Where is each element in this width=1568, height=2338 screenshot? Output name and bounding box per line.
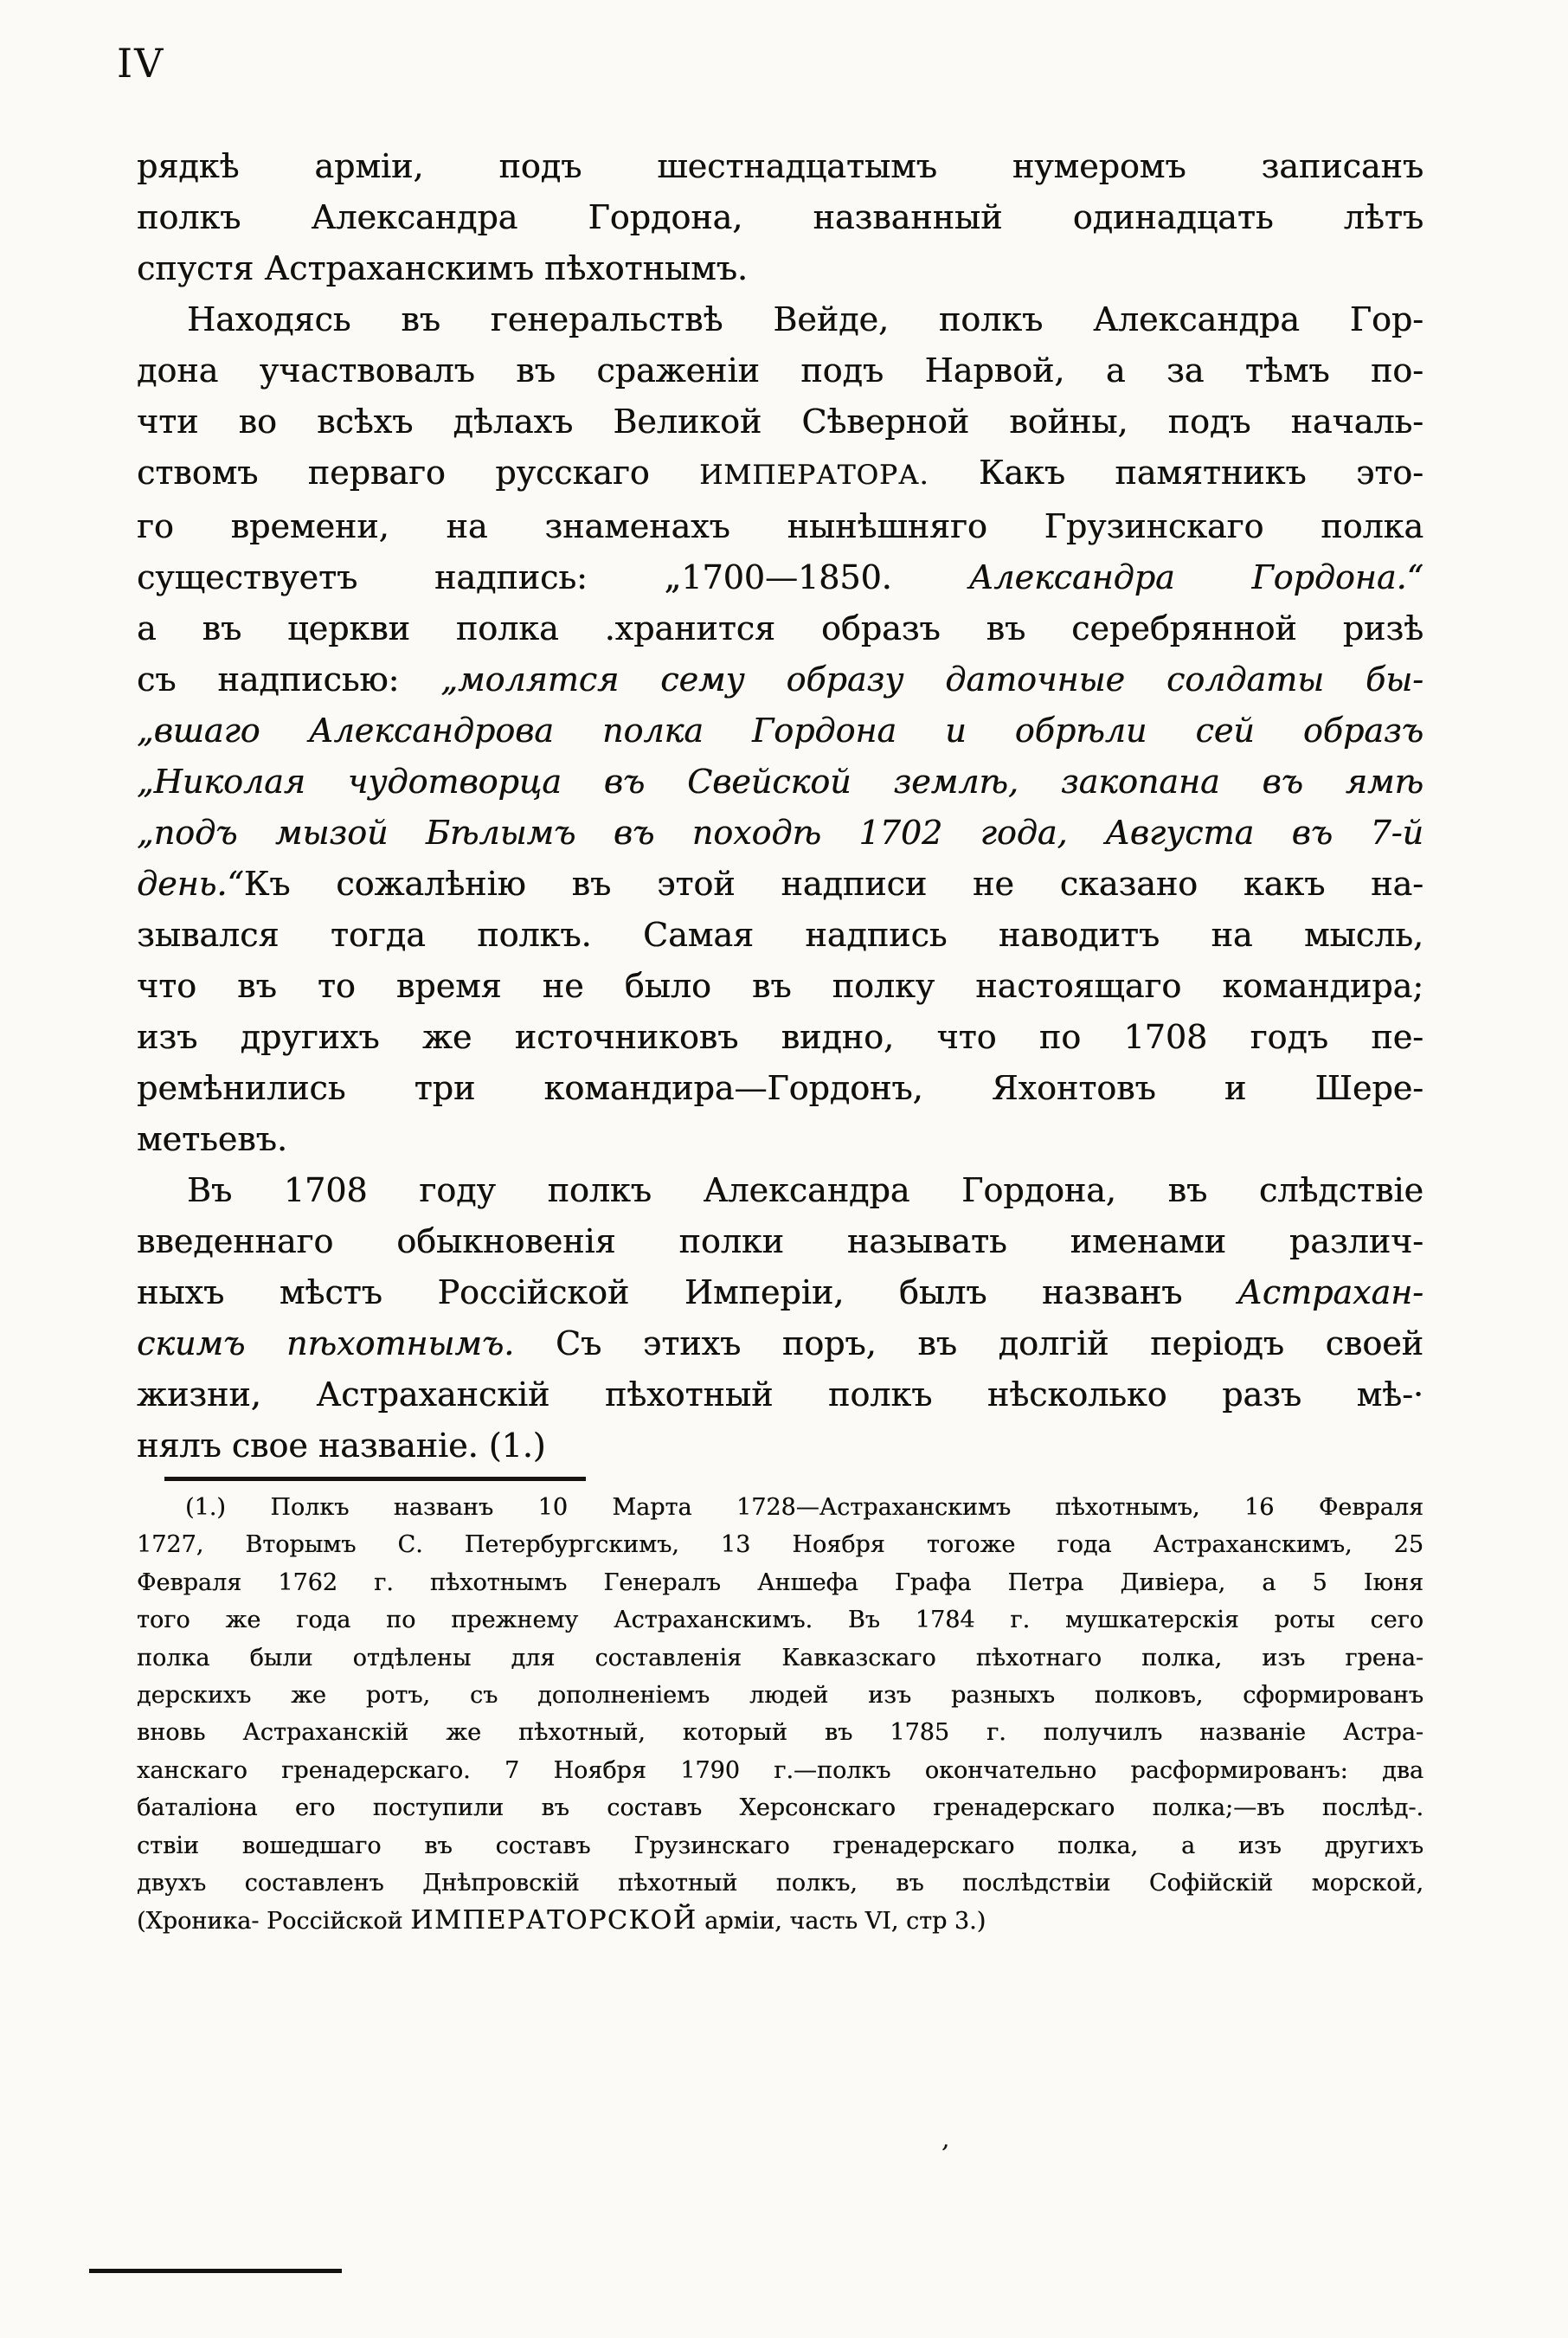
smallcaps-text: ИМПЕРАТОРСКОЙ <box>410 1905 697 1936</box>
footnote-line <box>137 1564 1423 1601</box>
ink-speck-mark: ’ <box>937 2139 950 2171</box>
italic-text: скимъ пѣхотнымъ. <box>137 1324 515 1362</box>
paragraph <box>137 294 1423 1165</box>
text-line <box>137 808 1423 859</box>
paragraph <box>137 1165 1423 1472</box>
italic-text: Александра Гордона.“ <box>968 558 1423 596</box>
text-line <box>137 1267 1423 1318</box>
body-text: полка были отдѣлены для составленія Кавказскаго пѣхотнаго полка, изъ грена- <box>137 1644 1423 1671</box>
body-text: ныхъ мѣстъ Россійской Имперіи, былъ названъ <box>137 1273 1237 1311</box>
body-text: а въ церкви полка .хранится образъ въ серебрянной ризѣ <box>137 609 1423 647</box>
body-text: Находясь въ генеральствѣ Вейде, полкъ Александра Гор- <box>187 300 1423 338</box>
body-text: 1727, Вторымъ С. Петербургскимъ, 13 Ноября тогоже года Астраханскимъ, 25 <box>137 1531 1423 1559</box>
body-text: нялъ свое названіе. (1.) <box>137 1427 546 1465</box>
footnote-line <box>137 1489 1423 1526</box>
body-text: баталіона его поступили въ составъ Херсонскаго гренадерскаго полка;—въ послѣд-. <box>137 1794 1423 1822</box>
body-text: го времени, на знаменахъ нынѣшняго Грузинскаго полка <box>137 507 1423 545</box>
text-line <box>137 705 1423 757</box>
text-line <box>137 1063 1423 1114</box>
footnote-line <box>137 1827 1423 1865</box>
body-text: того же года по прежнему Астраханскимъ. Въ 1784 г. мушкатерскія роты сего <box>137 1607 1423 1634</box>
text-line <box>137 1216 1423 1267</box>
text-line <box>137 1165 1423 1216</box>
text-line <box>137 1369 1423 1420</box>
body-text: (1.) Полкъ названъ 10 Марта 1728—Астраханскимъ пѣхотнымъ, 16 Февраля <box>185 1494 1423 1521</box>
body-text: метьевъ. <box>137 1120 287 1158</box>
italic-text: день.“ <box>137 865 244 903</box>
body-text: дона участвовалъ въ сраженіи подъ Нарвой, а за тѣмъ по- <box>137 351 1423 390</box>
body-text: ханскаго гренадерскаго. 7 Ноября 1790 г.—полкъ окончательно расформированъ: два <box>137 1756 1423 1784</box>
italic-text: „молятся сему образу даточные солдаты бы- <box>440 660 1423 699</box>
text-line <box>137 910 1423 961</box>
body-text: дерскихъ же ротъ, съ дополненіемъ людей изъ разныхъ полковъ, сформированъ <box>137 1682 1423 1710</box>
text-line <box>137 448 1423 501</box>
text-line <box>137 552 1423 603</box>
footnote-line <box>137 1601 1423 1639</box>
text-line <box>137 345 1423 396</box>
text-line <box>137 501 1423 552</box>
text-line <box>137 243 1423 294</box>
footnote-line <box>137 1639 1423 1677</box>
body-text: спустя Астраханскимъ пѣхотнымъ. <box>137 249 748 287</box>
italic-text: Астрахан- <box>1237 1273 1423 1311</box>
bottom-margin-rule <box>89 2269 342 2273</box>
text-line <box>137 141 1423 192</box>
paragraph <box>137 141 1423 294</box>
body-text: съ надписью: <box>137 660 441 699</box>
body-text: двухъ составленъ Днѣпровскій пѣхотный полкъ, въ послѣдствіи Софійскій морской, <box>137 1870 1423 1897</box>
footnote-line <box>137 1902 1423 1940</box>
text-line <box>137 1012 1423 1063</box>
body-text: Къ сожалѣнію въ этой надписи не сказано какъ на- <box>243 865 1423 903</box>
footnote-line <box>137 1865 1423 1902</box>
text-line <box>137 294 1423 345</box>
body-text: жизни, Астраханскій пѣхотный полкъ нѣсколько разъ мѣ-· <box>137 1375 1423 1414</box>
footnote-line <box>137 1526 1423 1563</box>
text-line <box>137 1114 1423 1165</box>
footnote-line <box>137 1714 1423 1751</box>
body-text: Какъ памятникъ это- <box>929 454 1423 492</box>
body-text: существуетъ надпись: „1700—1850. <box>137 558 969 596</box>
body-text: что въ то время не было въ полку настоящаго командира; <box>137 967 1423 1005</box>
body-text: рядкѣ арміи, подъ шестнадцатымъ нумеромъ записанъ <box>137 147 1423 185</box>
body-text: Въ 1708 году полкъ Александра Гордона, въ слѣдствіе <box>187 1171 1423 1209</box>
body-text: ремѣнились три командира—Гордонъ, Яхонтовъ и Шере- <box>137 1069 1423 1107</box>
body-text: зывался тогда полкъ. Самая надпись наводитъ на мысль, <box>137 916 1423 954</box>
page-number: IV <box>117 40 165 87</box>
body-text: вновь Астраханскій же пѣхотный, который въ 1785 г. получилъ названіе Астра- <box>137 1719 1423 1747</box>
text-line <box>137 961 1423 1012</box>
text-line <box>137 859 1423 910</box>
body-text: Февраля 1762 г. пѣхотнымъ Генералъ Аншефа Графа Петра Дивіера, а 5 Іюня <box>137 1568 1423 1596</box>
text-line <box>137 757 1423 808</box>
text-line <box>137 396 1423 448</box>
footnote-line <box>137 1789 1423 1826</box>
text-line <box>137 1420 1423 1472</box>
footnote-separator-rule <box>164 1477 586 1481</box>
body-text: (Хроника- Россійской <box>137 1908 411 1935</box>
main-text-block <box>137 141 1423 1472</box>
italic-text: „вшаго Александрова полка Гордона и обрѣли сей образъ <box>137 712 1423 750</box>
footnote-line <box>137 1752 1423 1789</box>
text-line <box>137 192 1423 243</box>
text-line <box>137 1318 1423 1369</box>
body-text: арміи, часть VI, стр 3.) <box>697 1908 986 1935</box>
italic-text: „подъ мызой Бѣлымъ въ походѣ 1702 года, Августа въ 7-й <box>137 814 1423 852</box>
body-text: введеннаго обыкновенія полки называть именами различ- <box>137 1222 1423 1260</box>
body-text: изъ другихъ же источниковъ видно, что по 1708 годъ пе- <box>137 1018 1423 1056</box>
body-text: полкъ Александра Гордона, названный одинадцать лѣтъ <box>137 198 1423 236</box>
italic-text: „Николая чудотворца въ Свейской землѣ, закопана въ ямѣ <box>137 763 1423 801</box>
body-text: ствомъ перваго русскаго <box>137 454 700 492</box>
smallcaps-text: ИМПЕРАТОРА. <box>699 460 929 491</box>
body-text: Съ этихъ поръ, въ долгій періодъ своей <box>514 1324 1423 1362</box>
text-line <box>137 603 1423 654</box>
body-text: ствіи вошедшаго въ составъ Грузинскаго гренадерскаго полка, а изъ другихъ <box>137 1832 1423 1859</box>
text-line <box>137 654 1423 705</box>
footnote-line <box>137 1677 1423 1714</box>
body-text: чти во всѣхъ дѣлахъ Великой Сѣверной войны, подъ началь- <box>137 403 1423 441</box>
footnote-block <box>137 1489 1423 1941</box>
paragraph <box>137 1489 1423 1941</box>
